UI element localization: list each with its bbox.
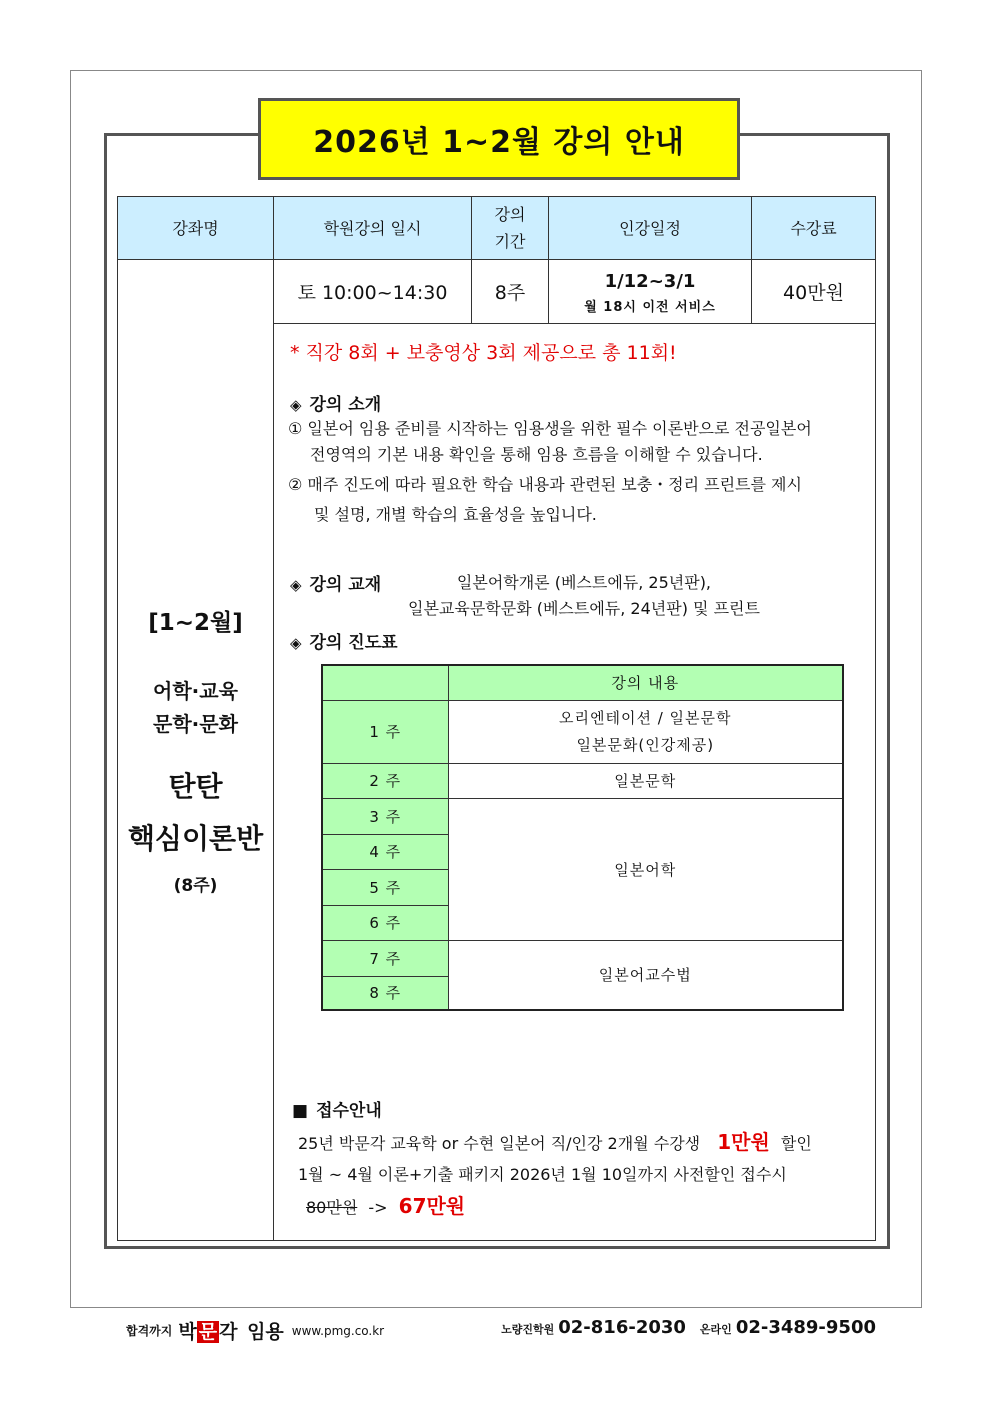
intro-heading: ◈ 강의 소개 xyxy=(290,395,382,415)
textbook-list: 일본어학개론 (베스트에듀, 25년판), 일본교육문학문화 (베스트에듀, 24년판) 및 프린트 xyxy=(408,573,760,618)
online-dates: 1/12~3/1 xyxy=(604,271,696,292)
diamond-icon: ◈ xyxy=(290,396,302,414)
progress-header-content: 강의 내용 xyxy=(448,665,843,700)
page-title: 2026년 1~2월 강의 안내 xyxy=(258,98,740,180)
content-week-7-8: 일본어교수법 xyxy=(448,940,843,1010)
content-week-1: 오리엔테이션 / 일본문학 일본문화(인강제공) xyxy=(448,700,843,763)
duration-value: 8주 xyxy=(472,260,549,324)
diamond-icon: ◈ xyxy=(290,576,302,594)
week-4: 4 주 xyxy=(322,834,448,869)
square-icon: ■ xyxy=(292,1101,309,1121)
footer-label-offline: 노량진학원 xyxy=(501,1323,555,1336)
footer-brand xyxy=(126,1317,384,1344)
new-price: 67만원 xyxy=(398,1194,466,1218)
header-fee: 수강료 xyxy=(752,197,876,260)
footer-contacts xyxy=(501,1317,876,1338)
fee-value: 40만원 xyxy=(752,260,876,324)
course-name-cell xyxy=(118,260,274,1241)
course-subject-line2: 문학·문화 xyxy=(153,712,238,736)
week-5: 5 주 xyxy=(322,869,448,905)
week-3: 3 주 xyxy=(322,798,448,834)
course-subject-line1: 어학·교육 xyxy=(153,679,238,703)
course-weeks: (8주) xyxy=(173,876,218,896)
brand-logo: 박 문 각 임용 xyxy=(178,1321,284,1343)
course-period: [1~2월] xyxy=(148,610,243,636)
progress-heading: ◈ 강의 진도표 xyxy=(290,633,398,653)
intro-item2: ② 매주 진도에 따라 필요한 학습 내용과 관련된 보충・정리 프린트를 제시 및 설명, 개별 학습의 효율성을 높입니다. xyxy=(288,475,802,524)
footer-phone-offline: 02-816-2030 xyxy=(558,1317,686,1338)
schedule-value: 토 10:00~14:30 xyxy=(274,260,472,324)
notice-text: * 직강 8회 + 보충영상 3회 제공으로 총 11회! xyxy=(290,342,677,364)
online-value xyxy=(549,260,752,324)
week-7: 7 주 xyxy=(322,940,448,976)
header-course: 강좌명 xyxy=(118,197,274,260)
header-duration-line2: 기간 xyxy=(494,232,526,251)
header-schedule: 학원강의 일시 xyxy=(274,197,472,260)
diamond-icon: ◈ xyxy=(290,634,302,652)
footer-phone-online: 02-3489-9500 xyxy=(735,1317,876,1338)
registration-price xyxy=(306,1190,465,1219)
header-duration-line1: 강의 xyxy=(494,205,526,224)
progress-table xyxy=(321,664,844,1011)
week-8: 8 주 xyxy=(322,976,448,1010)
footer-label-online: 온라인 xyxy=(699,1323,732,1336)
price-arrow: -> xyxy=(368,1198,388,1217)
registration-line2: 1월 ~ 4월 이론+기출 패키지 2026년 1월 10일까지 사전할인 접수시 xyxy=(298,1165,787,1184)
footer-url[interactable]: www.pmg.co.kr xyxy=(291,1323,385,1338)
registration-heading: ■ 접수안내 xyxy=(292,1101,382,1121)
online-service: 월 18시 이전 서비스 xyxy=(584,300,716,315)
course-title-line2: 핵심이론반 xyxy=(127,822,264,855)
registration-line1: 25년 박문각 교육학 or 수현 일본어 직/인강 2개월 수강생 1만원 할인 xyxy=(298,1130,812,1154)
old-price: 80만원 xyxy=(306,1198,358,1217)
intro-item1: ① 일본어 임용 준비를 시작하는 임용생을 위한 필수 이론반으로 전공일본어 전영역의 기본 내용 확인을 통해 임용 흐름을 이해할 수 있습니다. xyxy=(288,419,812,464)
course-table xyxy=(117,196,876,1241)
header-online: 인강일정 xyxy=(549,197,752,260)
content-week-3-6: 일본어학 xyxy=(448,798,843,940)
course-title-line1: 탄탄 xyxy=(168,770,223,803)
footer-slogan: 합격까지 xyxy=(126,1324,173,1338)
header-duration xyxy=(472,197,549,260)
content-week-2: 일본문학 xyxy=(448,763,843,798)
week-6: 6 주 xyxy=(322,905,448,940)
textbook-heading: ◈ 강의 교재 xyxy=(290,575,382,595)
progress-header-blank xyxy=(322,665,448,700)
week-1: 1 주 xyxy=(322,700,448,763)
week-2: 2 주 xyxy=(322,763,448,798)
course-detail-cell xyxy=(274,324,876,1241)
